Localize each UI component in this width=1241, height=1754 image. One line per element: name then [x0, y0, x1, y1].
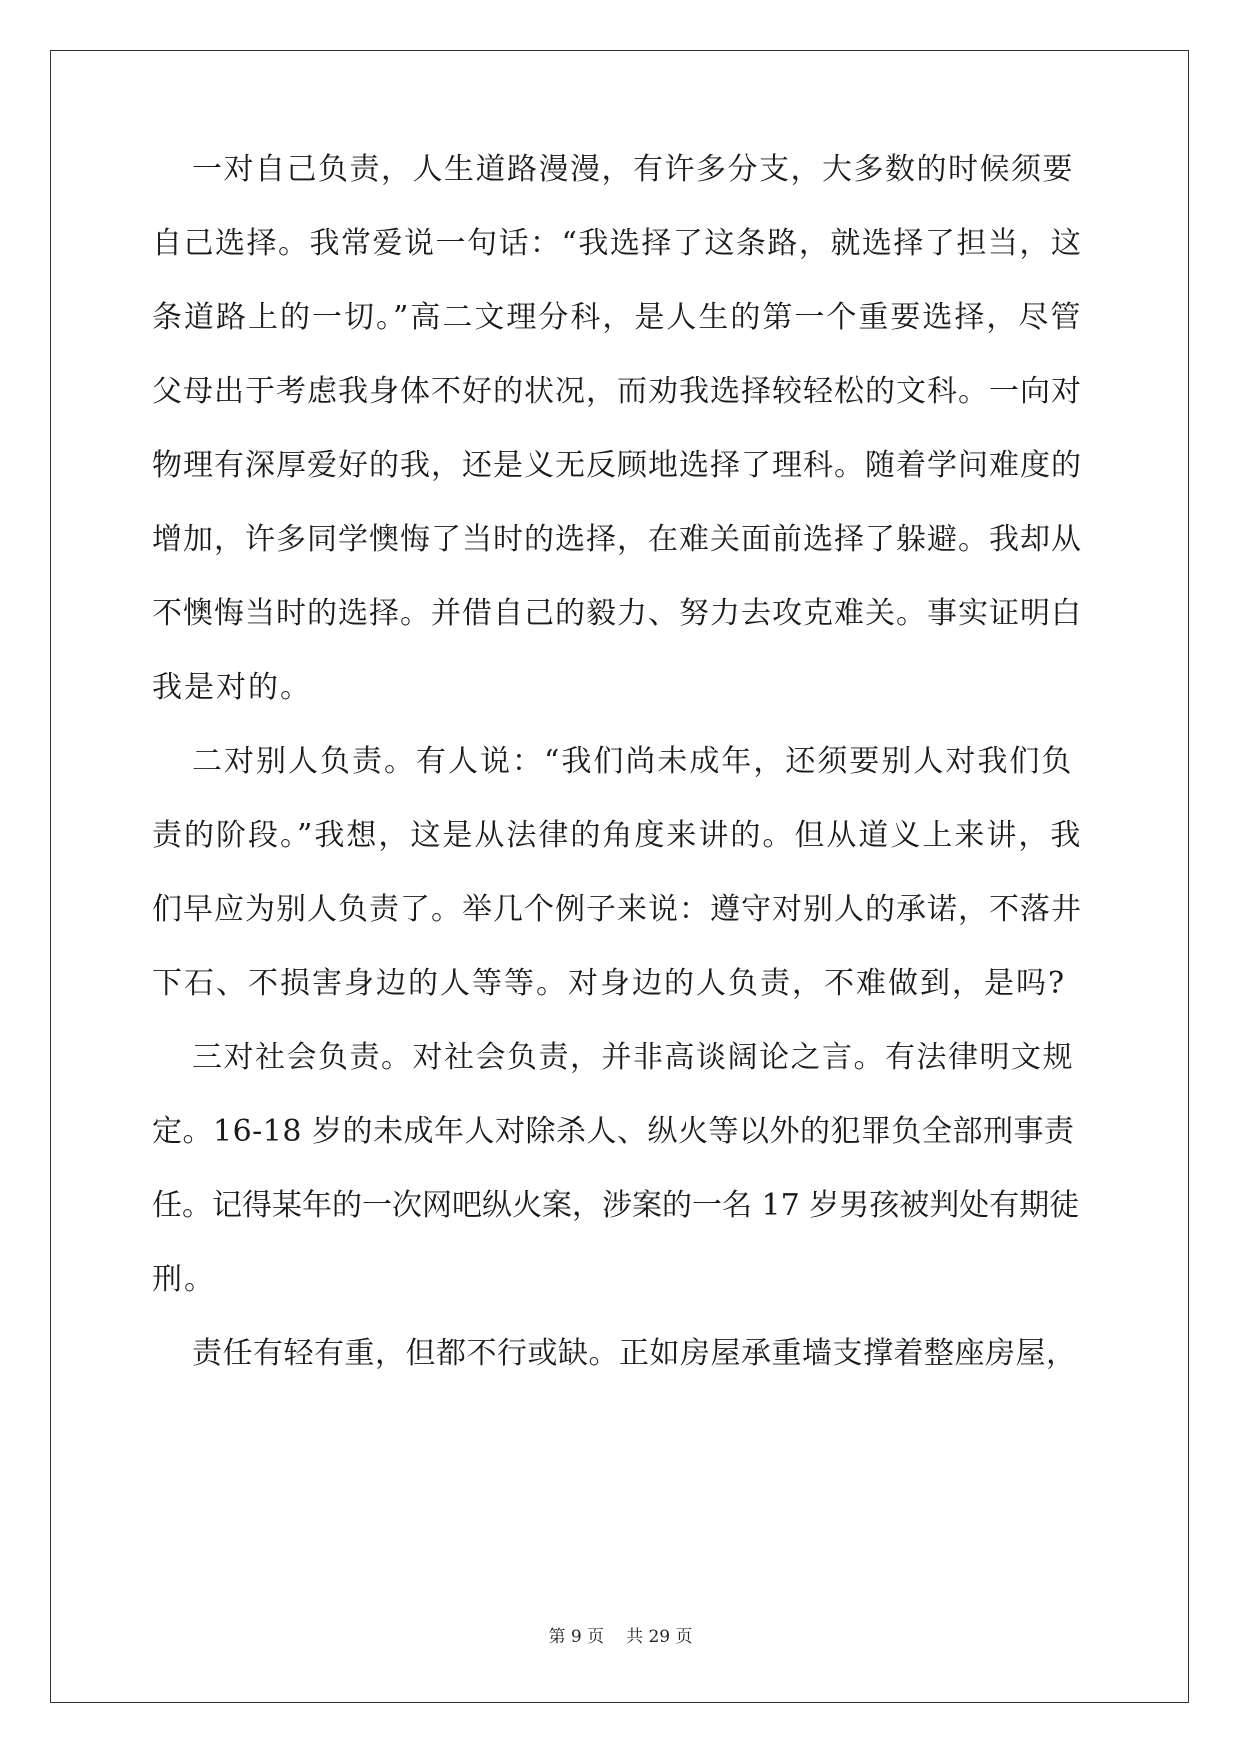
text-line: 增加，许多同学懊悔了当时的选择，在难关面前选择了躲避。我却从 [152, 522, 1082, 557]
text-line: 我是对的。 [152, 670, 312, 705]
text-line: 责的阶段。”我想，这是从法律的角度来讲的。但从道义上来讲，我 [152, 818, 1083, 853]
text-line: 定。16-18 岁的未成年人对除杀人、纵火等以外的犯罪负全部刑事责 [152, 1114, 1075, 1149]
text-line: 自己选择。我常爱说一句话：“我选择了这条路，就选择了担当，这 [152, 226, 1083, 261]
page-number: 第 9 页 [548, 1627, 605, 1647]
text-line: 下石、不损害身边的人等等。对身边的人负责，不难做到，是吗? [152, 966, 1067, 1001]
text-line: 不懊悔当时的选择。并借自己的毅力、努力去攻克难关。事实证明白 [152, 596, 1082, 631]
text-line: 责任有轻有重，但都不行或缺。正如房屋承重墙支撑着整座房屋， [192, 1336, 1077, 1371]
text-line: 刑。 [152, 1262, 216, 1297]
text-line: 们早应为别人负责了。举几个例子来说：遵守对别人的承诺，不落井 [152, 892, 1082, 927]
page-footer [0, 1625, 1241, 1649]
text-line: 二对别人负责。有人说：“我们尚未成年，还须要别人对我们负 [192, 744, 1074, 779]
text-line: 条道路上的一切。”高二文理分科，是人生的第一个重要选择，尽管 [152, 300, 1083, 335]
text-line: 一对自己负责，人生道路漫漫，有许多分支，大多数的时候须要 [192, 152, 1074, 187]
text-line: 物理有深厚爱好的我，还是义无反顾地选择了理科。随着学问难度的 [152, 448, 1082, 483]
page-total: 共 29 页 [626, 1627, 693, 1647]
text-line: 父母出于考虑我身体不好的状况，而劝我选择较轻松的文科。一向对 [152, 374, 1082, 409]
text-line: 任。记得某年的一次网吧纵火案，涉案的一名 17 岁男孩被判处有期徒 [152, 1188, 1080, 1223]
text-line: 三对社会负责。对社会负责，并非高谈阔论之言。有法律明文规 [192, 1040, 1074, 1075]
